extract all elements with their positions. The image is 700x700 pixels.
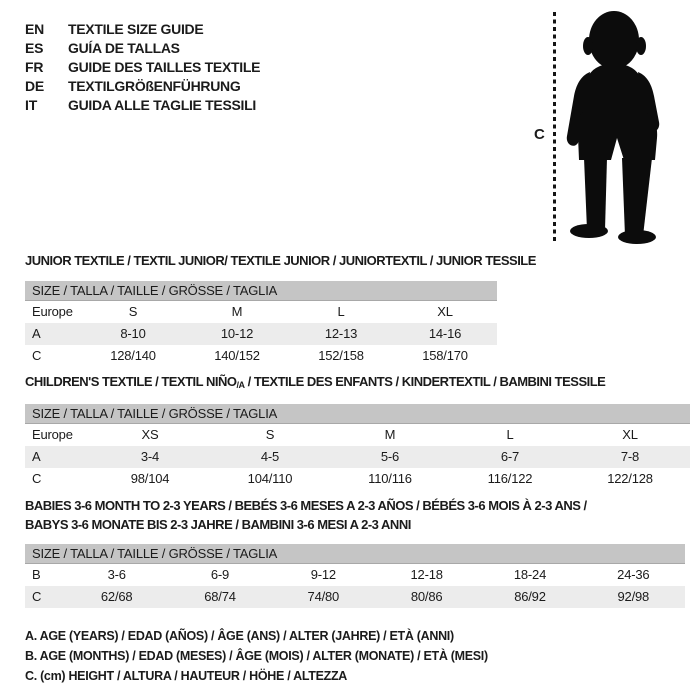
heading-text: CHILDREN'S TEXTILE / TEXTIL NIÑO (25, 374, 237, 389)
footnote-age-years: A. AGE (YEARS) / EDAD (AÑOS) / ÂGE (ANS) / ALTER (JAHRE) / ETÀ (ANNI) (25, 629, 454, 643)
size-value: 116/122 (487, 471, 533, 486)
junior-size-table (25, 281, 497, 367)
size-value: 9-12 (310, 567, 336, 582)
size-table-row-height (25, 586, 685, 608)
language-title: GUÍA DE TALLAS (68, 40, 180, 56)
size-value: 80/86 (410, 589, 443, 604)
size-value: 158/170 (422, 348, 468, 363)
row-label: Europe (32, 304, 73, 319)
size-value: 3-4 (140, 449, 160, 464)
language-code: FR (25, 59, 44, 75)
height-measure-label: C (534, 126, 545, 143)
language-title: GUIDE DES TAILLES TEXTILE (68, 59, 261, 75)
size-value: 122/128 (607, 471, 653, 486)
language-code: EN (25, 21, 45, 37)
language-row-es (25, 39, 260, 58)
size-value: M (384, 427, 396, 442)
row-label: Europe (32, 427, 73, 442)
size-table-row-height (25, 468, 690, 490)
size-value: 92/98 (617, 589, 650, 604)
size-value: 4-5 (260, 449, 280, 464)
size-table-row-age (25, 446, 690, 468)
language-code: ES (25, 40, 44, 56)
size-value: L (337, 304, 345, 319)
size-value: 128/140 (110, 348, 156, 363)
size-value: 12-18 (410, 567, 443, 582)
language-title: TEXTILE SIZE GUIDE (68, 21, 204, 37)
section-heading-junior: JUNIOR TEXTILE / TEXTIL JUNIOR/ TEXTILE JUNIOR / JUNIORTEXTIL / JUNIOR TESSILE (25, 253, 536, 268)
size-value: XL (437, 304, 453, 319)
size-table-row-age (25, 323, 497, 345)
size-value: 18-24 (513, 567, 547, 582)
row-label: C (32, 589, 42, 604)
size-value: 62/68 (100, 589, 133, 604)
size-value: 152/158 (318, 348, 364, 363)
language-code: IT (25, 97, 38, 113)
size-value: 98/104 (130, 471, 170, 486)
row-label: A (32, 326, 41, 341)
children-size-table (25, 404, 690, 490)
size-table-header: SIZE / TALLA / TAILLE / GRÖSSE / TAGLIA (25, 404, 690, 424)
size-value: 8-10 (120, 326, 146, 341)
size-value: S (265, 427, 275, 442)
size-table-header: SIZE / TALLA / TAILLE / GRÖSSE / TAGLIA (25, 544, 685, 564)
size-value: 86/92 (514, 589, 546, 604)
size-table-row-months (25, 564, 685, 586)
size-value: 74/80 (307, 589, 340, 604)
language-row-de (25, 77, 260, 96)
language-title: GUIDA ALLE TAGLIE TESSILI (68, 97, 256, 113)
height-measure-dashed-line (553, 12, 556, 244)
language-title-block (25, 20, 260, 115)
heading-line: BABYS 3-6 MONATE BIS 2-3 JAHRE / BAMBINI 3-6 MESI A 2-3 ANNI (25, 517, 411, 532)
size-value: 68/74 (204, 589, 236, 604)
size-value: XS (141, 427, 159, 442)
babies-size-table (25, 544, 685, 608)
size-table-row-height (25, 345, 497, 367)
footnote-age-months: B. AGE (MONTHS) / EDAD (MESES) / ÂGE (MOIS) / ALTER (MONATE) / ETÀ (MESI) (25, 649, 488, 663)
row-label: A (32, 449, 41, 464)
footnotes (25, 626, 488, 686)
heading-text: / TEXTILE DES ENFANTS / KINDERTEXTIL / BAMBINI TESSILE (244, 374, 606, 389)
size-value: 7-8 (620, 449, 640, 464)
language-title: TEXTILGRÖßENFÜHRUNG (68, 78, 241, 94)
section-heading-babies (25, 496, 587, 534)
size-value: 6-7 (500, 449, 520, 464)
section-heading-children (25, 374, 605, 390)
size-value: L (506, 427, 514, 442)
language-row-it (25, 96, 260, 115)
row-label: B (32, 567, 41, 582)
language-code: DE (25, 78, 45, 94)
size-value: 24-36 (617, 567, 650, 582)
size-value: 3-6 (107, 567, 126, 582)
language-row-fr (25, 58, 260, 77)
row-label: C (32, 471, 42, 486)
language-row-en (25, 20, 260, 39)
size-value: XL (622, 427, 638, 442)
size-value: 6-9 (210, 567, 230, 582)
size-value: 104/110 (247, 471, 293, 486)
footnote-height: C. (cm) HEIGHT / ALTURA / HAUTEUR / HÖHE / ALTEZZA (25, 669, 348, 683)
size-table-row-europe (25, 424, 690, 446)
size-value: 12-13 (324, 326, 358, 341)
size-value: 110/116 (368, 471, 412, 486)
row-label: C (32, 348, 42, 363)
toddler-silhouette-icon (562, 6, 684, 246)
size-value: 14-16 (428, 326, 462, 341)
size-value: 10-12 (220, 326, 254, 341)
size-value: S (128, 304, 138, 319)
size-value: 140/152 (214, 348, 260, 363)
size-table-row-europe (25, 301, 497, 323)
size-value: M (231, 304, 243, 319)
heading-subscript: /A (236, 380, 245, 390)
size-table-header: SIZE / TALLA / TAILLE / GRÖSSE / TAGLIA (25, 281, 497, 301)
heading-line: BABIES 3-6 MONTH TO 2-3 YEARS / BEBÉS 3-6 MESES A 2-3 AÑOS / BÉBÉS 3-6 MOIS À 2-3 ANS / (25, 498, 587, 513)
size-value: 5-6 (380, 449, 400, 464)
